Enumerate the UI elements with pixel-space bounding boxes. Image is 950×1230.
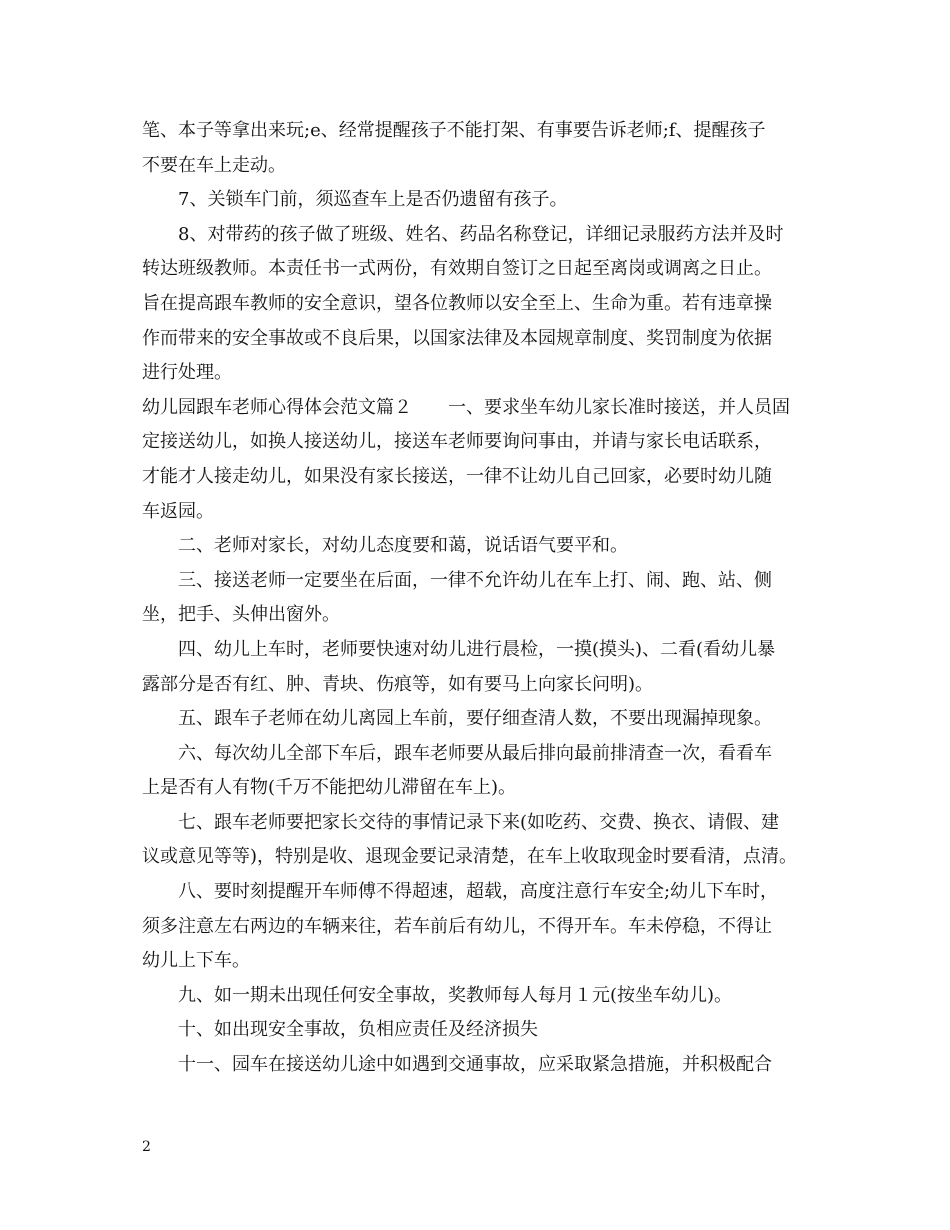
text-line: 六、每次幼儿全部下车后，跟车老师要从最后排向最前排清查一次，看看车 (178, 742, 772, 764)
text-line: 作而带来的安全事故或不良后果，以国家法律及本园规章制度、奖罚制度为依据 (142, 327, 772, 349)
text-line: 四、幼儿上车时，老师要快速对幼儿进行晨检，一摸(摸头)、二看(看幼儿暴 (178, 638, 776, 660)
text-line: 幼儿上下车。 (142, 950, 250, 972)
text-line: 五、跟车子老师在幼儿离园上车前，要仔细查清人数，不要出现漏掉现象。 (178, 708, 772, 730)
text-line: 上是否有人有物(千万不能把幼儿滞留在车上)。 (142, 777, 517, 799)
text-line: 十、如出现安全事故，负相应责任及经济损失 (178, 1019, 538, 1041)
text-line: 幼儿园跟车老师心得体会范文篇２ 一、要求坐车幼儿家长准时接送，并人员固 (142, 396, 790, 418)
text-line: 议或意见等等)，特别是收、退现金要记录清楚，在车上收取现金时要看清，点清。 (142, 846, 798, 868)
text-line: 转达班级教师。本责任书一式两份，有效期自签订之日起至离岗或调离之日止。 (142, 258, 772, 280)
text-line: 二、老师对家长，对幼儿态度要和蔼，说话语气要平和。 (178, 535, 628, 557)
text-line: 才能才人接走幼儿，如果没有家长接送，一律不让幼儿自己回家，必要时幼儿随 (142, 465, 772, 487)
text-line: 八、要时刻提醒开车师傅不得超速，超载，高度注意行车安全;幼儿下车时， (178, 881, 779, 903)
text-line: 露部分是否有红、肿、青块、伤痕等，如有要马上向家长问明)。 (142, 673, 654, 695)
text-line: 车返园。 (142, 500, 214, 522)
text-line: 三、接送老师一定要坐在后面，一律不允许幼儿在车上打、闹、跑、站、侧 (178, 569, 772, 591)
text-line: 七、跟车老师要把家长交待的事情记录下来(如吃药、交费、换衣、请假、建 (178, 811, 780, 833)
text-line: 7、关锁车门前，须巡查车上是否仍遗留有孩子。 (178, 189, 568, 211)
text-line: 九、如一期未出现任何安全事故，奖教师每人每月１元(按坐车幼儿)。 (178, 984, 733, 1006)
text-line: 不要在车上走动。 (142, 154, 286, 176)
text-line: 十一、园车在接送幼儿途中如遇到交通事故，应采取紧急措施，并积极配合 (178, 1054, 772, 1076)
text-line: 旨在提高跟车教师的安全意识，望各位教师以安全至上、生命为重。若有违章操 (142, 292, 772, 314)
text-line: 进行处理。 (142, 362, 232, 384)
document-body (142, 114, 812, 1083)
page-number: 2 (142, 1139, 151, 1155)
text-line: 8、对带药的孩子做了班级、姓名、药品名称登记，详细记录服药方法并及时 (178, 223, 784, 245)
text-line: 坐，把手、头伸出窗外。 (142, 604, 340, 626)
text-line: 笔、本子等拿出来玩;e、经常提醒孩子不能打架、有事要告诉老师;f、提醒孩子 (142, 120, 766, 141)
text-line: 定接送幼儿，如换人接送幼儿，接送车老师要询问事由，并请与家长电话联系， (142, 431, 772, 453)
text-line: 须多注意左右两边的车辆来往，若车前后有幼儿，不得开车。车未停稳，不得让 (142, 915, 772, 937)
